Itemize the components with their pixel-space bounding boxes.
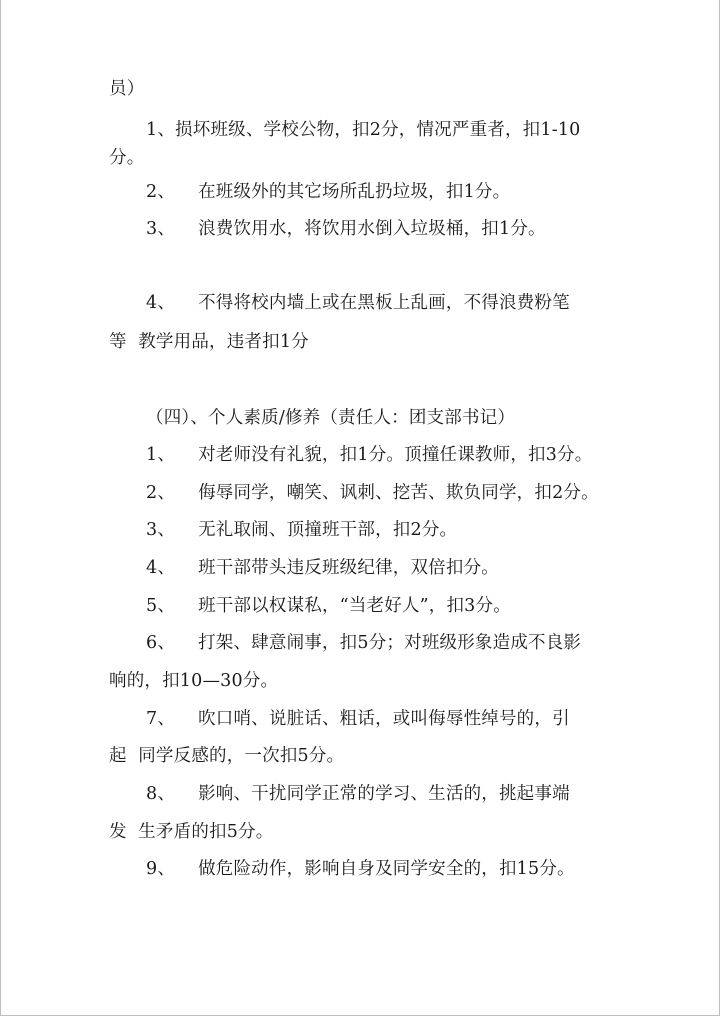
text-line: 5、 班干部以权谋私，“当老好人”，扣3分。 xyxy=(146,596,511,616)
text-line: 2、 侮辱同学，嘲笑、讽刺、挖苦、欺负同学，扣2分。 xyxy=(146,483,599,503)
section-heading: （四）、个人素质/修养（责任人：团支部书记） xyxy=(146,408,516,428)
text-line: 发 生矛盾的扣5分。 xyxy=(109,822,274,842)
text-line: 3、 无礼取闹、顶撞班干部，扣2分。 xyxy=(146,520,458,540)
text-line: 8、 影响、干扰同学正常的学习、生活的，挑起事端 xyxy=(146,784,570,804)
text-line: 4、 班干部带头违反班级纪律，双倍扣分。 xyxy=(146,558,499,578)
text-line: 2、 在班级外的其它场所乱扔垃圾，扣1分。 xyxy=(146,182,511,202)
text-line: 7、 吹口哨、说脏话、粗话，或叫侮辱性绰号的，引 xyxy=(146,709,570,729)
text-line: 等 教学用品，违者扣1分 xyxy=(109,332,309,352)
text-line: 6、 打架、肆意闹事，扣5分；对班级形象造成不良影 xyxy=(146,633,582,653)
text-line: 员） xyxy=(109,79,145,99)
text-line: 1、损坏班级、学校公物，扣2分，情况严重者，扣1-10 xyxy=(146,120,581,140)
text-line: 4、 不得将校内墙上或在黑板上乱画，不得浪费粉笔 xyxy=(146,293,570,313)
text-line: 响的，扣10—30分。 xyxy=(109,671,279,691)
text-line: 3、 浪费饮用水，将饮用水倒入垃圾桶，扣1分。 xyxy=(146,219,546,239)
text-line: 分。 xyxy=(109,148,145,168)
text-line: 起 同学反感的，一次扣5分。 xyxy=(109,746,345,766)
text-line: 1、 对老师没有礼貌，扣1分。顶撞任课教师，扣3分。 xyxy=(146,445,593,465)
text-line: 9、 做危险动作，影响自身及同学安全的，扣15分。 xyxy=(146,859,575,879)
